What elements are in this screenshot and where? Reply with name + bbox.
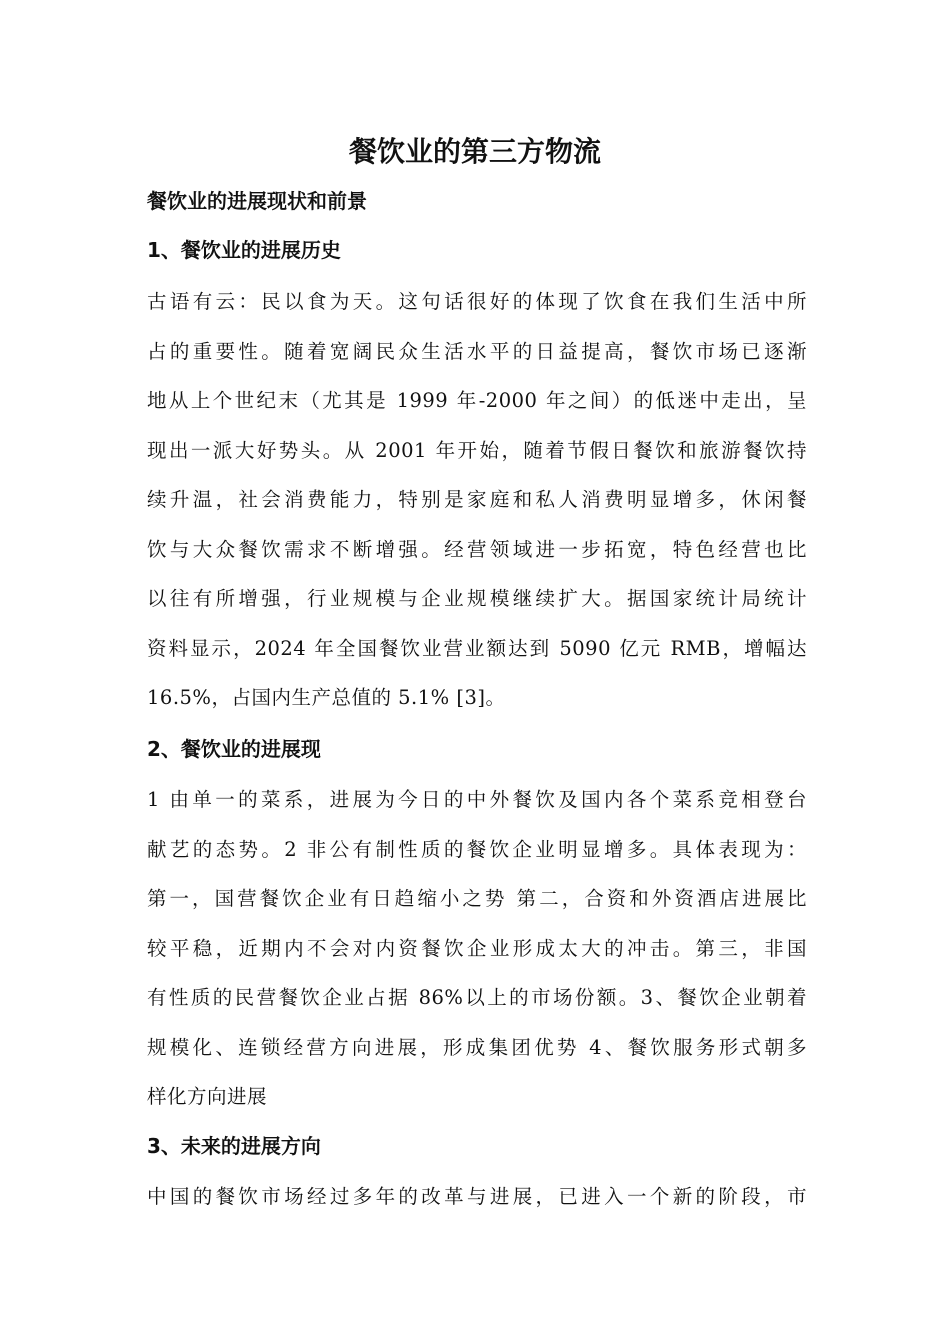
paragraph-line: 第一，国营餐饮企业有日趋缩小之势 第二，合资和外资酒店进展比: [147, 887, 807, 910]
section-heading-history: 1、餐饮业的进展历史: [147, 238, 341, 262]
paragraph-line: 古语有云：民以食为天。这句话很好的体现了饮食在我们生活中所: [147, 290, 807, 313]
paragraph-line: 资料显示，2024 年全国餐饮业营业额达到 5090 亿元 RMB，增幅达: [147, 636, 807, 660]
document-title: 餐饮业的第三方物流: [348, 135, 601, 168]
paragraph-line: 现出一派大好势头。从 2001 年开始，随着节假日餐饮和旅游餐饮持: [147, 438, 807, 462]
paragraph-line: 有性质的民营餐饮企业占据 86%以上的市场份额。3、餐饮企业朝着: [147, 986, 807, 1009]
paragraph-line: 较平稳，近期内不会对内资餐饮企业形成太大的冲击。第三，非国: [147, 936, 807, 960]
document-subtitle: 餐饮业的进展现状和前景: [147, 189, 367, 213]
section-heading-status: 2、餐饮业的进展现: [147, 737, 321, 761]
paragraph-line: 16.5%，占国内生产总值的 5.1% [3]。: [147, 686, 506, 709]
section-body-history: [147, 277, 807, 723]
paragraph-line: 以往有所增强，行业规模与企业规模继续扩大。据国家统计局统计: [147, 587, 807, 610]
paragraph-line: 地从上个世纪末（尤其是 1999 年-2000 年之间）的低迷中走出，呈: [147, 389, 807, 412]
paragraph-line: 占的重要性。随着宽阔民众生活水平的日益提高，餐饮市场已逐渐: [147, 339, 807, 363]
section-heading-future: 3、未来的进展方向: [147, 1134, 321, 1158]
paragraph-line: 献艺的态势。2 非公有制性质的餐饮企业明显增多。具体表现为：: [147, 837, 807, 861]
paragraph-line: 1 由单一的菜系，进展为今日的中外餐饮及国内各个菜系竞相登台: [147, 788, 807, 811]
paragraph-line: 规模化、连锁经营方向进展，形成集团优势 4、餐饮服务形式朝多: [147, 1035, 807, 1059]
paragraph-line: 饮与大众餐饮需求不断增强。经营领域进一步拓宽，特色经营也比: [147, 537, 807, 561]
section-body-status: [147, 775, 807, 1122]
paragraph-line: 续升温，社会消费能力，特别是家庭和私人消费明显增多，休闲餐: [147, 488, 807, 511]
paragraph-line: 样化方向进展: [147, 1085, 268, 1108]
paragraph-line: 中国的餐饮市场经过多年的改革与进展，已进入一个新的阶段，市: [147, 1185, 807, 1208]
section-body-future: [147, 1172, 807, 1222]
